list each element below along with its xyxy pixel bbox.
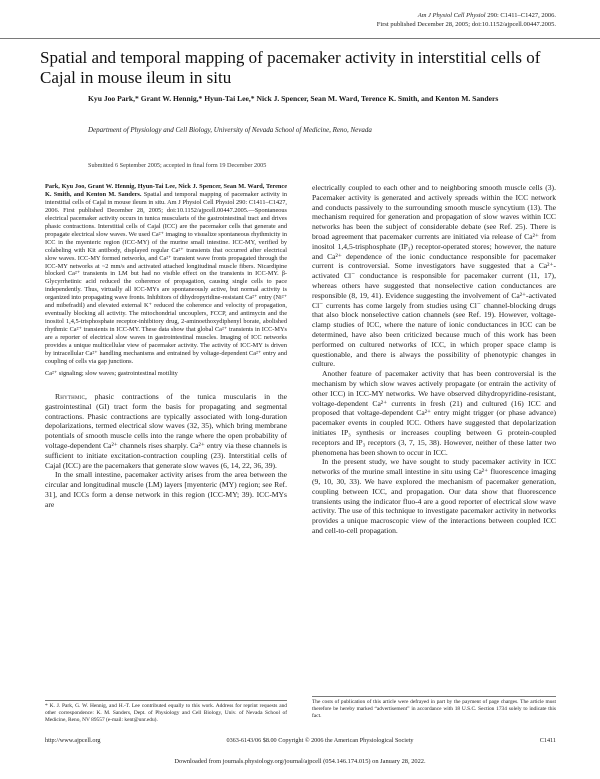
intro-paragraph-1-text: , phasic contractions of the tunica muscularis in the gastrointestinal (GI) tract form the basis for propagating and segmental contractions. Phasic contractions are typically associated with long-duration depolarizations, termed electrical slow waves (32, 35), which bring membrane potentials of smooth muscle cells into the range where the open probability of voltage-dependent Ca²⁺ channels rises sharply. Ca²⁺ entry via these channels is sufficient to initiate excitation-contraction coupling (23). Interstitial cells of Cajal (ICC) are the pacemakers that generate slow waves (6, 14, 22, 36, 39).	[45, 391, 287, 470]
right-paragraph-2: Another feature of pacemaker activity that has been controversial is the mechanism by which slow waves actively propagate (or entrain the activity of other ICC) in ICC-MY networks. We have observed dihydropyridine-resistant, voltage-dependent Ca²⁺ currents in fresh (21) and cultured (16) ICC and proposed that voltage-dependent Ca²⁺ entry might trigger (or phase advance) pacemaker events in coupled ICC. Others have suggested that depolarization initiates IP₃ synthesis or increases coupling between G protein-coupled receptors and IP₃ receptors (3, 7, 15, 38). However, neither of these latter two phenomena has been shown to occur in ICC.	[312, 369, 556, 457]
footnote-rule-left	[45, 700, 287, 701]
abstract	[45, 183, 287, 366]
page-number: C1411	[539, 737, 556, 744]
copyright-line: 0363-6143/06 $8.00 Copyright © 2006 the American Physiological Society	[226, 737, 414, 744]
submission-dates: Submitted 6 September 2005; accepted in final form 19 December 2005	[88, 162, 267, 169]
lead-word: Rhythmic	[55, 391, 85, 401]
author-list: Kyu Joo Park,* Grant W. Hennig,* Hyun-Tai Lee,* Nick J. Spencer, Sean M. Ward, Terence K. Smith, and Kenton M. Sanders	[88, 94, 499, 103]
affiliation: Department of Physiology and Cell Biology, University of Nevada School of Medicine, Reno, Nevada	[88, 126, 372, 134]
right-paragraph-3: In the present study, we have sought to study pacemaker activity in ICC networks of the murine small intestine in situ using Ca²⁺ fluorescence imaging (9, 10, 30, 33). We have explored the mechanism of pacemaker generation, coupling between ICC, and propagation. Our data show that fluorescence transients using the indicator fluo-4 are a good reporter of electrical slow wave activity. The use of this technique to investigate pacemaker activity in networks provides a unique macroscopic view of the interactions between coupled ICC and cell-to-cell propagation.	[312, 457, 556, 535]
footnote-correspondence: * K. J. Park, G. W. Hennig, and H.-T. Lee contributed equally to this work. Address for reprint requests and other correspondence: K. M. Sanders, Dept. of Physiology and Cell Biology, Univ. of Nevada School of Medicine, Reno, NV 89557 (e-mail: kent@unr.edu).	[45, 703, 287, 723]
download-notice: Downloaded from journals.physiology.org/journal/ajpcell (054.146.174.015) on January 28, 2022.	[174, 758, 426, 765]
journal-name: Am J Physiol Cell Physiol	[417, 12, 486, 19]
left-column	[45, 183, 287, 509]
intro-paragraph-2: In the small intestine, pacemaker activity arises from the area between the circular and longitudinal muscle (LM) layers [myenteric (MY) region; see Ref. 31], and ICCs form a dense network in this region (ICC-MY; 39). ICC-MYs are	[45, 470, 287, 509]
abstract-text: Spatial and temporal mapping of pacemaker activity in interstitial cells of Cajal in mouse ileum in situ. Am J Physiol Cell Physiol 290: C1411–C1427, 2006. First published December 28, 2005; doi:10.1152/ajpcell.00447.2005.—Spontaneous electrical pacemaker activity occurs in tunica muscularis of the gastrointestinal tract and drives phasic contractions. Interstitial cells of Cajal (ICC) are the pacemaker cells that generate and propagate electrical slow waves. We used Ca²⁺ imaging to visualize spontaneous rhythmicity in ICC in the myenteric region (ICC-MY) of the murine small intestine. ICC-MY, verified by colabeling with Kit antibody, displayed regular Ca²⁺ transients that occurred after electrical slow waves. ICC-MY formed networks, and Ca²⁺ transient wave fronts propagated through the ICC-MY networks at ~2 mm/s and activated attached longitudinal muscle fibers. Nicardipine blocked Ca²⁺ transients in LM but had no visible effect on the transients in ICC-MY. β-Glycyrrhetinic acid reduced the coherence of propagation, causing single cells to pace independently. Thus, virtually all ICC-MYs are spontaneously active, but normal activity is organized into propagating wave fronts. Inhibitors of dihydropyridine-resistant Ca²⁺ entry (Ni²⁺ and mibefradil) and elevated external K⁺ reduced the coherence and velocity of propagation, eventually blocking all activity. The mitochondrial uncouplers, FCCP, and antimycin and the inositol 1,4,5-trisphosphate receptor-inhibitory drug, 2-aminoethoxydiphenyl borate, abolished rhythmic Ca²⁺ transients in ICC-MY. These data show that global Ca²⁺ transients in ICC-MYs are a reporter of electrical slow waves in gastrointestinal muscles. Imaging of ICC networks provides a unique multicellular view of pacemaker activity. The activity of ICC-MY is driven by intracellular Ca²⁺ handling mechanisms and entrained by voltage-dependent Ca²⁺ entry and coupling of cells via gap junctions.	[45, 190, 288, 365]
right-column	[312, 183, 556, 536]
keywords: Ca²⁺ signaling; slow waves; gastrointestinal motility	[45, 369, 178, 377]
journal-citation: 290: C1411–C1427, 2006.	[487, 12, 556, 19]
footnote-page-charges: The costs of publication of this article were defrayed in part by the payment of page charges. The article must therefore be hereby marked “advertisement” in accordance with 18 U.S.C. Section 1734 solely to indicate this fact.	[312, 699, 556, 719]
intro-paragraph-1	[45, 392, 287, 470]
right-paragraph-1: electrically coupled to each other and to neighboring smooth muscle cells (3). Pacemaker activity is generated and actively spreads within the ICC network and conducts passively to the surrounding smooth muscle syncytium (13). The mechanism required for generation and propagation of slow waves within ICC networks has been the subject of considerable debate (see Ref. 25). There is broad agreement that pacemaker currents are initiated via release of Ca²⁺ from inositol 1,4,5-trisphosphate (IP₃) receptor-operated stores; however, the nature and Ca²⁺ dependence of the ionic conductance responsible for pacemaker current is controversial. Some investigators have suggested that a Ca²⁺-activated Cl⁻ conductance is responsible for pacemaker current (11, 17), whereas others have suggested that nonselective cation conductances are responsible (8, 19, 41). Evidence suggesting the involvement of Ca²⁺-activated Cl⁻ currents has come largely from studies using Cl⁻ channel-blocking drugs that also block nonselective cation channels (see Ref. 19). However, voltage-clamp studies of ICC, where the nature of ionic conductances in ICC can be determined, have also been criticized because much of this work has been performed on cultured networks of ICC, in which proper space clamp is questionable, and there is always the possibility of phenotypic changes in culture.	[312, 183, 556, 369]
intro-left	[45, 392, 287, 510]
abstract-authors: Park, Kyu Joo, Grant W. Hennig, Hyun-Tai Lee, Nick J. Spencer, Sean M. Ward, Terence K. Smith, and Kenton M. Sanders.	[45, 183, 287, 198]
footnote-rule-right	[312, 696, 556, 697]
journal-header	[377, 12, 556, 29]
journal-url[interactable]: http://www.ajpcell.org	[45, 737, 101, 744]
title-rule	[0, 38, 600, 39]
article-title: Spatial and temporal mapping of pacemaker activity in interstitial cells of Cajal in mouse ileum in situ	[40, 48, 541, 87]
published-line: First published December 28, 2005; doi:10.1152/ajpcell.00447.2005.	[376, 20, 556, 28]
